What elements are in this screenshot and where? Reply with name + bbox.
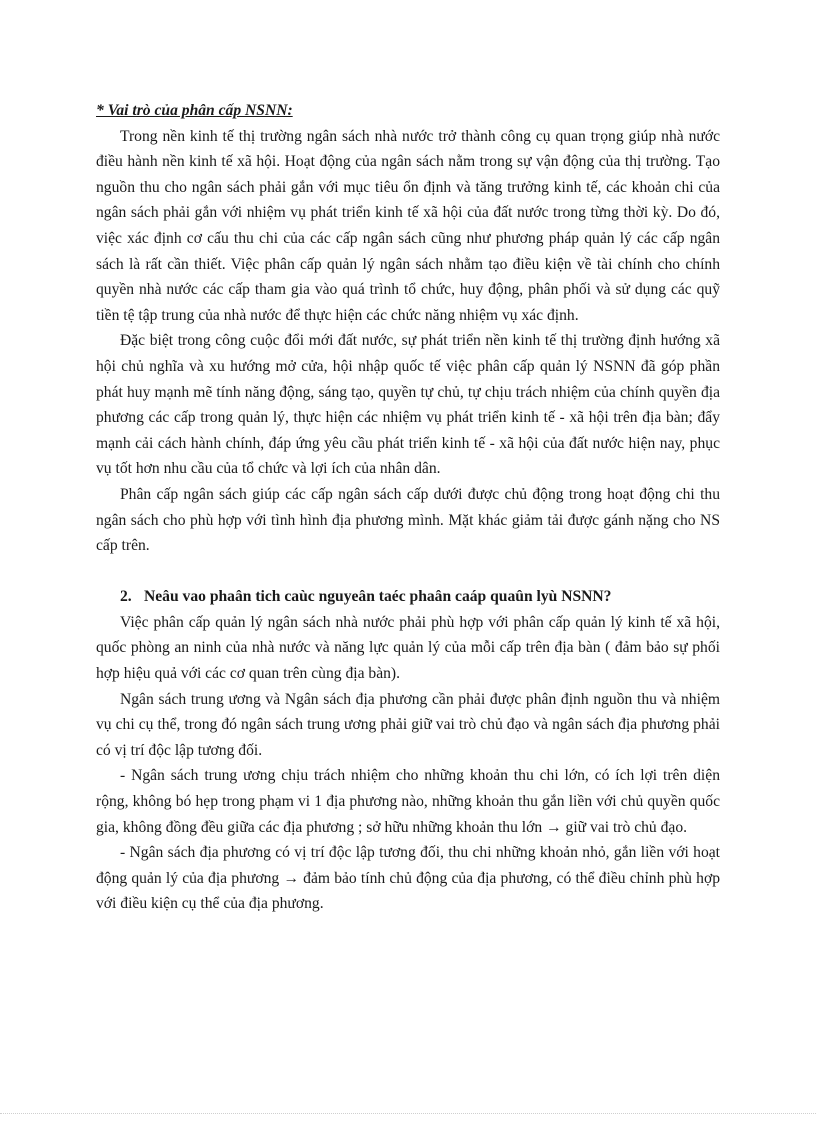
section-1-heading: * Vai trò của phân cấp NSNN: xyxy=(96,102,293,119)
page-bottom-divider xyxy=(0,1113,816,1114)
section-1-paragraph-2: Đặc biệt trong công cuộc đổi mới đất nước, sự phát triển nền kinh tế thị trường định hướng xã hội chủ nghĩa và xu hướng mở cửa, hội nhập quốc tế việc phân cấp quản lý NSNN đã góp phần phát huy mạnh mẽ tính năng động, sáng tạo, quyền tự chủ, tự chịu trách nhiệm của chính quyền địa phương các cấp trong quản lý, thực hiện các nhiệm vụ phát triển kinh tế - xã hội trên địa bàn; đẩy mạnh cải cách hành chính, đáp ứng yêu cầu phát triển kinh tế - xã hội của đất nước hiện nay, phục vụ tốt hơn nhu cầu của tổ chức và lợi ích của nhân dân. xyxy=(96,332,720,478)
section-2-paragraph-1: Việc phân cấp quản lý ngân sách nhà nước phải phù hợp với phân cấp quản lý kinh tế xã hội, quốc phòng an ninh của nhà nước và năng lực quản lý của mỗi cấp trên địa bàn ( đảm bảo sự phối hợp hiệu quả với các cơ quan trên cùng địa bàn). xyxy=(96,613,720,683)
section-2-title: Neâu vao phaân tich caùc nguyeân taéc phaân caáp quaûn lyù NSNN? xyxy=(144,588,612,606)
section-1-paragraph-3: Phân cấp ngân sách giúp các cấp ngân sách cấp dưới được chủ động trong hoạt động chi thu ngân sách cho phù hợp với tình hình địa phương mình. Mặt khác giảm tải được gánh nặng cho NS cấp trên. xyxy=(96,485,720,555)
section-2-paragraph-4: - Ngân sách địa phương có vị trí độc lập tương đối, thu chi những khoản nhỏ, gắn liền với hoạt động quản lý của địa phương → đảm bảo tính chủ động của địa phương, có thể điều chỉnh phù hợp với điều kiện cụ thể của địa phương. xyxy=(96,844,720,913)
section-1-paragraph-1: Trong nền kinh tế thị trường ngân sách nhà nước trở thành công cụ quan trọng giúp nhà nước điều hành nền kinh tế xã hội. Hoạt động của ngân sách nằm trong sự vận động của thị trường. Tạo nguồn thu cho ngân sách phải gắn với mục tiêu ổn định và tăng trưởng kinh tế, các khoản chi của ngân sách phải gắn với nhiệm vụ phát triển kinh tế xã hội của đất nước trong từng thời kỳ. Do đó, việc xác định cơ cấu thu chi của các cấp ngân sách cũng như phương pháp quản lý các cấp ngân sách là rất cần thiết. Việc phân cấp quản lý ngân sách nhằm tạo điều kiện về tài chính cho chính quyền nhà nước các cấp tham gia vào quá trình tổ chức, huy động, phân phối và sử dụng các quỹ tiền tệ tập trung của nhà nước để thực hiện các chức năng nhiệm vụ xác định. xyxy=(96,127,720,324)
section-2-paragraph-3: - Ngân sách trung ương chịu trách nhiệm cho những khoản thu chi lớn, có ích lợi trên diện rộng, không bó hẹp trong phạm vi 1 địa phương nào, những khoản thu gắn liền với chủ quyền quốc gia, không đồng đều giữa các địa phương ; sở hữu những khoản thu lớn → giữ vai trò chủ đạo. xyxy=(96,767,720,836)
section-2-heading xyxy=(96,584,720,610)
section-2-number: 2. xyxy=(120,588,132,606)
section-2-paragraph-2: Ngân sách trung ương và Ngân sách địa phương cần phải được phân định nguồn thu và nhiệm vụ chi cụ thể, trong đó ngân sách trung ương phải giữ vai trò chủ đạo và ngân sách địa phương phải có vị trí độc lập tương đối. xyxy=(96,690,720,759)
section-spacer xyxy=(96,559,720,585)
document-body xyxy=(96,98,720,917)
